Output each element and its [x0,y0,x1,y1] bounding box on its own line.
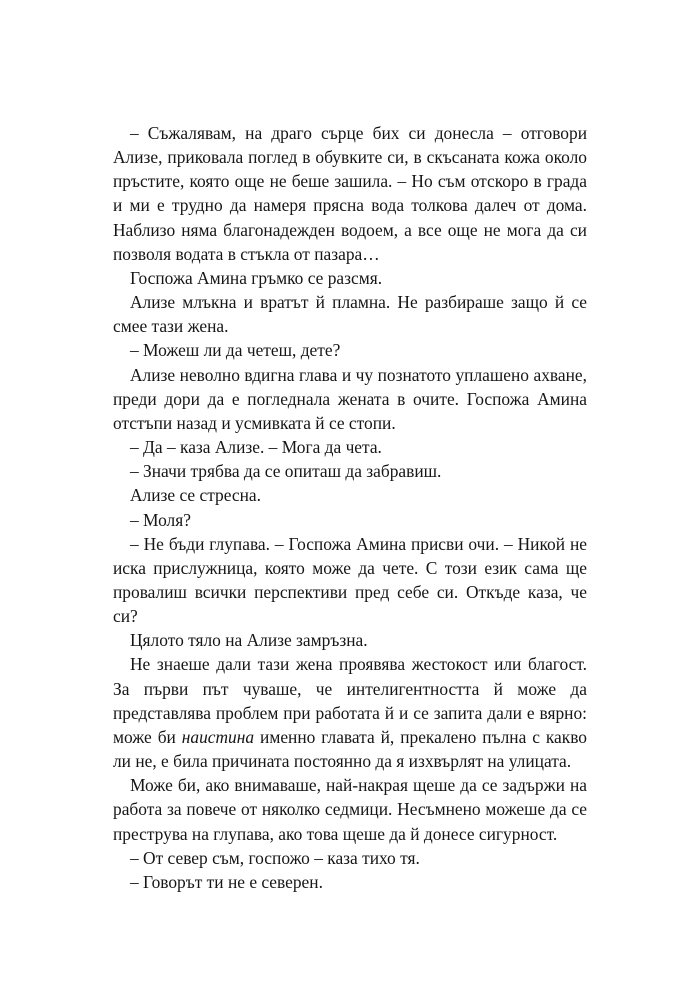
paragraph: – Моля? [130,509,191,530]
paragraph: – Съжалявам, на драго сърце бих си донесла – отговори Ализе, приковала поглед в обувките си, в скъсаната кожа около пръстите, която още не беше зашила. – Но съм отскоро в града и ми е трудно да намеря прясна вода толкова далеч от дома. Наблизо няма благонадежден водоем, а все още не мога да си позволя водата в стъкла от пазара… [113,123,587,264]
paragraph: – Значи трябва да се опиташ да забравиш. [130,461,442,482]
emphasized-word: наистина [181,726,255,747]
paragraph: – Говорът ти не е северен. [130,871,323,892]
paragraph: Госпожа Амина гръмко се разсмя. [130,267,383,288]
paragraph: – Да – каза Ализе. – Мога да чета. [130,437,382,458]
paragraph-text: Не знаеше дали тази жена проявява жестокост или благост. За първи път чуваше, че интелигентността й може да представлява проблем при работата й и се запита дали е вярно: може би [113,654,587,747]
paragraph [113,652,587,773]
paragraph: Ализе се стресна. [130,485,261,506]
paragraph: – Не бъди глупава. – Госпожа Амина присви очи. – Никой не иска прислужница, която може да чете. С този език сама ще провалиш всички перспективи пред себе си. Откъде каза, че си? [113,533,587,627]
paragraph: Може би, ако внимаваше, най-накрая щеше да се задържи на работа за повече от няколко седмици. Несъмнено можеше да се преструва на глупава, ако това щеше да й донесе сигурност. [113,775,587,844]
paragraph: – Можеш ли да четеш, дете? [130,340,341,361]
paragraph: – От север съм, госпожо – каза тихо тя. [130,847,420,868]
paragraph-text: именно главата й, прекалено пълна с какво ли не, е била причината постоянно да я изхвърлят на улицата. [113,726,587,772]
paragraph: Ализе неволно вдигна глава и чу познатото уплашено ахване, преди дори да е погледнала жената в очите. Госпожа Амина отстъпи назад и усмивката й се стопи. [113,364,587,433]
body-text [113,121,587,894]
paragraph: Ализе млъкна и вратът й пламна. Не разбираше защо й се смее тази жена. [113,292,587,337]
paragraph: Цялото тяло на Ализе замръзна. [130,630,368,651]
